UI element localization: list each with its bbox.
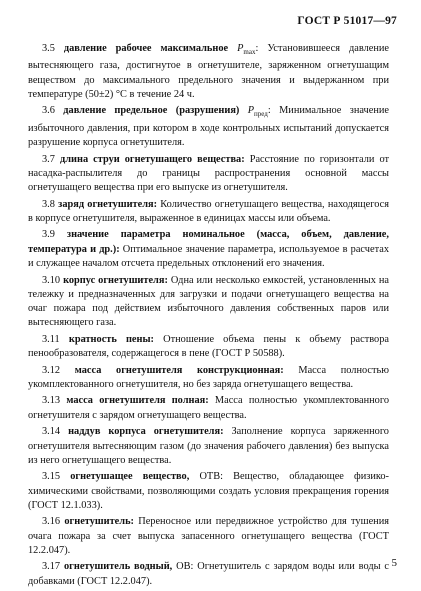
definition-text: ОТВ: Вещество, обладающее физико-химическими свойствами, позволяющими создать условия прекращения горения (ГОСТ 12.1.033).: [28, 471, 390, 511]
definition-text: ОВ: Огнетушитель с зарядом воды или воды с добавками (ГОСТ 12.2.047).: [28, 561, 390, 587]
definition-entry: [28, 228, 389, 271]
clause-number: 3.8: [42, 198, 55, 210]
term-symbol-subscript: max: [243, 48, 256, 57]
definition-entry: [28, 394, 389, 423]
defined-term: огнетушитель:: [64, 516, 134, 528]
definition-entry: [28, 42, 389, 102]
definition-entry: [28, 470, 389, 513]
defined-term: значение параметра номинальное (масса, объем, давление, температура и др.):: [28, 229, 389, 255]
definition-text: Масса полностью укомплектованного огнетушителя с зарядом огнетушащего вещества.: [28, 395, 389, 421]
definition-entry: [28, 560, 389, 589]
clause-number: 3.9: [42, 229, 55, 241]
clause-number: 3.12: [42, 364, 61, 376]
clause-number: 3.5: [42, 43, 55, 54]
defined-term: длина струи огнетушащего вещества:: [59, 153, 245, 165]
definition-entry: [28, 274, 389, 331]
defined-term: наддув корпуса огнетушителя:: [68, 426, 224, 438]
definition-text: Отношение объема пены к объему раствора пенообразователя, содержащегося в пене (ГОСТ Р 50588).: [28, 333, 389, 360]
definition-text: Заполнение корпуса заряженного огнетушителя вытесняющим газом (до значения рабочего давления) без выпуска из него огнетушащего вещества.: [28, 426, 389, 466]
definition-entry: [28, 515, 389, 558]
defined-term: кратность пены:: [68, 333, 154, 345]
clause-number: 3.15: [42, 471, 61, 483]
defined-term: масса огнетушителя конструкционная:: [74, 364, 284, 376]
standard-header: ГОСТ Р 51017—97: [297, 15, 397, 27]
definition-entry: [28, 198, 389, 227]
definition-text: Одна или несколько емкостей, установленных на тележку и предназначенных для загрузки и подачи огнетушащего вещества на очаг пожара под действием избыточного давления собственных паров или вытесняющего газа.: [28, 274, 390, 329]
definitions-list: [28, 42, 389, 591]
definition-text: Расстояние по горизонтали от насадка-распылителя до границы распространения основной массы огнетушащего вещества при его выпуске из огнетушителя.: [28, 153, 389, 194]
definition-text: : Установившееся давление вытесняющего газа, достигнутое в огнетушителе, заряженном огнетушащим веществом до максимального предельного значения и выдержанном при температуре (50±2) °С в течение 24 ч.: [28, 43, 389, 100]
clause-number: 3.13: [42, 395, 61, 407]
clause-number: 3.16: [42, 516, 61, 528]
definition-text: Количество огнетушащего вещества, находящегося в корпусе огнетушителя, выраженное в единицах массы или объема.: [28, 198, 389, 224]
clause-number: 3.17: [42, 561, 61, 573]
definition-text: : Минимальное значение избыточного давления, при котором в ходе контрольных испытаний допускается разрушение корпуса огнетушителя.: [28, 105, 389, 149]
term-symbol-subscript: пред: [254, 110, 268, 119]
defined-term: корпус огнетушителя:: [63, 274, 168, 286]
definition-text: Оптимальное значение параметра, используемое в расчетах и служащее началом отсчета предельных отклонений его значения.: [28, 243, 389, 270]
definition-entry: [28, 333, 389, 362]
definition-entry: [28, 425, 389, 468]
defined-term: заряд огнетушителя:: [58, 198, 158, 210]
clause-number: 3.7: [42, 153, 55, 165]
defined-term: огнетушащее вещество,: [70, 471, 190, 483]
defined-term: давление рабочее максимальное: [63, 43, 229, 54]
term-symbol: P: [247, 105, 255, 117]
defined-term: масса огнетушителя полная:: [66, 395, 209, 407]
clause-number: 3.14: [42, 426, 61, 438]
defined-term: давление предельное (разрушения): [63, 105, 240, 117]
definition-entry: [28, 104, 389, 150]
defined-term: огнетушитель водный,: [64, 561, 173, 573]
page-number: 5: [391, 557, 397, 569]
clause-number: 3.10: [42, 274, 61, 286]
term-symbol: P: [237, 43, 244, 54]
clause-number: 3.11: [42, 333, 60, 345]
definition-text: Масса полностью укомплектованного огнетушителя, но без заряда огнетушащего вещества.: [28, 364, 389, 390]
clause-number: 3.6: [42, 105, 55, 117]
definition-entry: [28, 364, 389, 393]
definition-entry: [28, 153, 389, 196]
definition-text: Переносное или передвижное устройство для тушения очага пожара за счет выпуска запасенного огнетушащего вещества (ГОСТ 12.2.047).: [28, 516, 389, 556]
